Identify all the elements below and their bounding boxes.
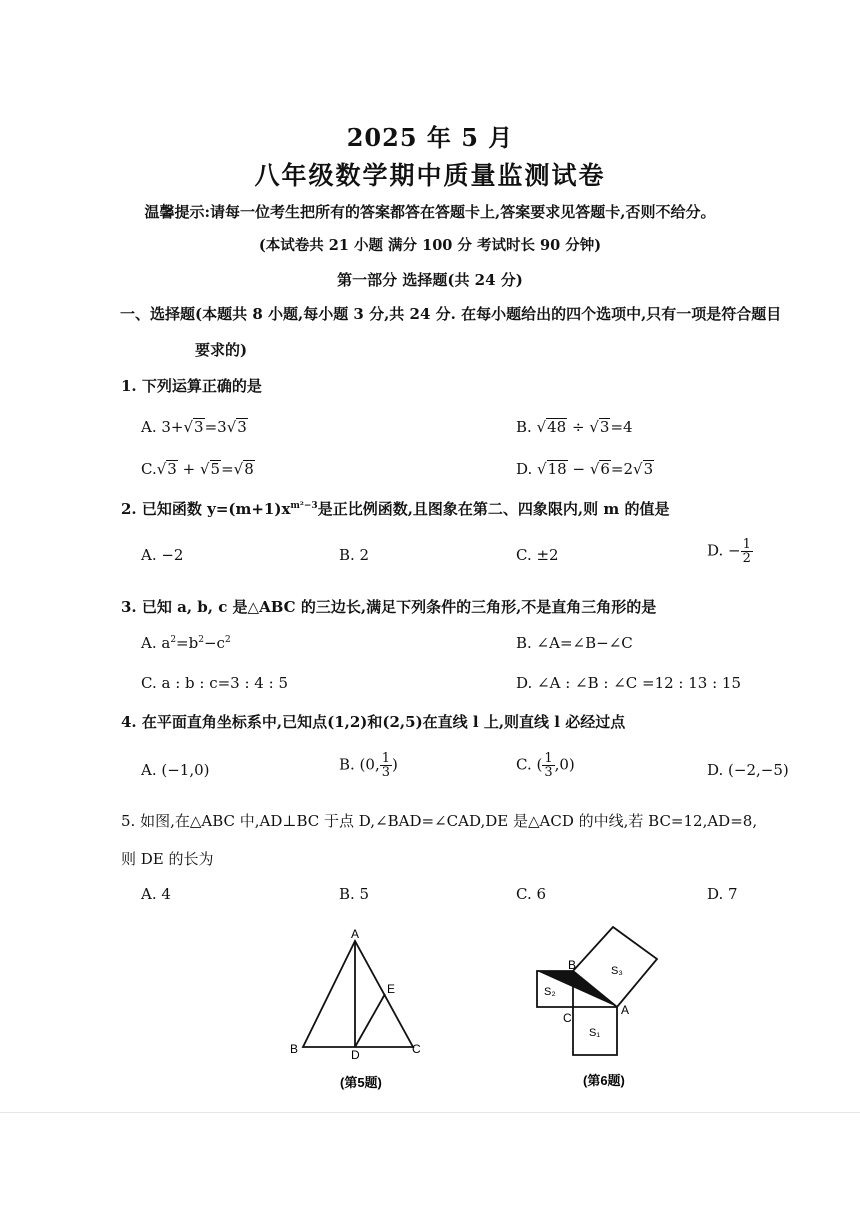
q1-stem: 1. 下列运算正确的是 <box>121 377 262 395</box>
fig5-label-b: B <box>290 1042 299 1056</box>
part-heading: 第一部分 选择题(共 24 分) <box>337 271 523 289</box>
fig5-label-d: D <box>351 1048 360 1062</box>
q4-option-c: C. ( $\frac{1}{3}$ ,0) <box>516 751 575 780</box>
exam-info: (本试卷共 21 小题 满分 100 分 考试时长 90 分钟) <box>258 237 602 254</box>
q4-option-b: B. (0, $\frac{1}{3}$ ) <box>339 751 398 780</box>
q3-option-d: D. ∠A : ∠B : ∠C =12 : 13 : 15 <box>516 674 742 692</box>
segment-de <box>355 994 385 1047</box>
q5-option-d: D. 7 <box>707 885 738 903</box>
q2-option-d: D. − $\frac{1}{2}$ <box>707 537 751 566</box>
fig5-label-a: A <box>351 927 360 941</box>
fig6-label-a: A <box>621 1003 630 1017</box>
section-heading-line1: 一、选择题(本题共 8 小题,每小题 3 分,共 24 分. 在每小题给出的四个选项中,只有一项是符合题目 <box>120 305 782 323</box>
q2-stem: 2. 已知函数 $y=(m+1)x^{m^2-3}$是正比例函数,且图象在第二、四象限内,则 m 的值是 <box>121 500 670 518</box>
q2-option-a: A. −2 <box>141 546 184 564</box>
q1-option-b: B. √48 ÷ √3=4 <box>516 418 633 436</box>
fig6-label-s2: S₂ <box>544 986 556 998</box>
fig6-label-s3: S₃ <box>611 965 623 977</box>
figure-5 <box>280 925 440 1095</box>
exam-date: 2025 年 5 月 <box>346 123 514 152</box>
fig5-label-c: C <box>412 1042 421 1056</box>
q3-option-b: B. ∠A=∠B−∠C <box>516 634 633 652</box>
q5-stem-line2: 则 DE 的长为 <box>121 850 214 868</box>
q4-option-d: D. (−2,−5) <box>707 761 789 779</box>
q2-option-b: B. 2 <box>339 546 370 564</box>
fig6-label-s1: S₁ <box>589 1027 601 1039</box>
figure-6 <box>525 925 665 1095</box>
page-bottom-divider <box>0 1112 860 1113</box>
q3-option-a: A. $a^2=b^2-c^2$ <box>141 634 231 652</box>
triangle-abc <box>303 941 413 1047</box>
q3-stem: 3. 已知 a, b, c 是△ABC 的三边长,满足下列条件的三角形,不是直角三角形的是 <box>121 598 657 616</box>
q5-option-a: A. 4 <box>141 885 171 903</box>
q3-option-c: C. a : b : c=3 : 4 : 5 <box>141 674 288 692</box>
q4-stem: 4. 在平面直角坐标系中,已知点(1,2)和(2,5)在直线 l 上,则直线 l 必经过点 <box>121 713 626 731</box>
fig6-caption: (第6题) <box>583 1073 625 1088</box>
fig6-label-b: B <box>568 958 577 972</box>
q5-option-b: B. 5 <box>339 885 370 903</box>
q1-option-d: D. √18 − √6=2√3 <box>516 460 654 478</box>
q1-option-c: C.√3 + √5=√8 <box>141 460 254 478</box>
q5-stem-line1: 5. 如图,在△ABC 中,AD⊥BC 于点 D,∠BAD=∠CAD,DE 是△ACD 的中线,若 BC=12,AD=8, <box>121 812 758 830</box>
fig5-caption: (第5题) <box>340 1075 382 1090</box>
section-heading-line2: 要求的) <box>195 341 248 359</box>
q5-option-c: C. 6 <box>516 885 547 903</box>
exam-title: 八年级数学期中质量监测试卷 <box>254 161 606 190</box>
q1-option-a: A. 3+√3=3√3 <box>141 418 247 436</box>
q2-option-c: C. ±2 <box>516 546 559 564</box>
fig6-label-c: C <box>563 1011 572 1025</box>
q4-option-a: A. (−1,0) <box>141 761 210 779</box>
fig5-label-e: E <box>387 982 396 996</box>
exam-tip: 温馨提示:请每一位考生把所有的答案都答在答题卡上,答案要求见答题卡,否则不给分。 <box>144 203 716 221</box>
